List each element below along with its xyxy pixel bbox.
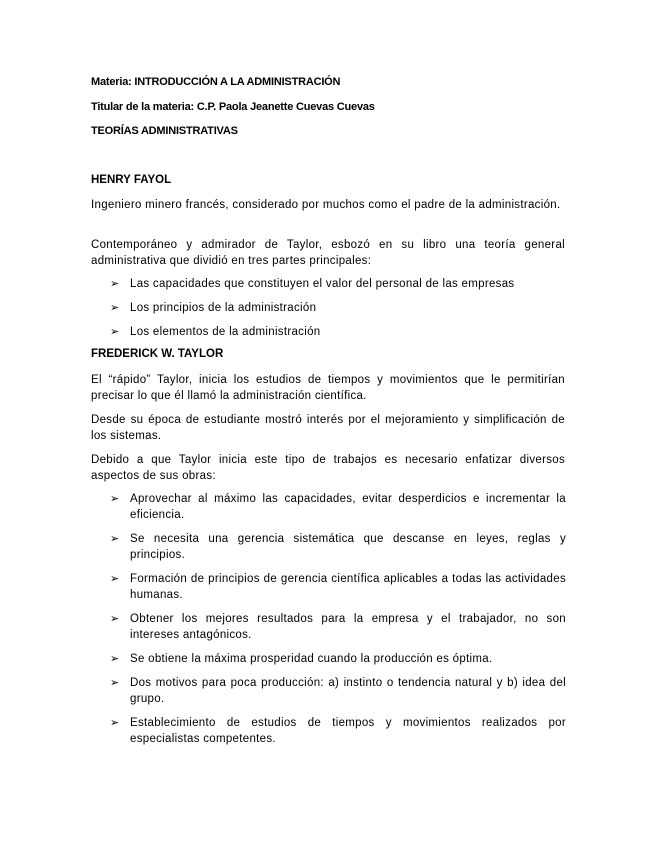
list-item: ➢ Dos motivos para poca producción: a) instinto o tendencia natural y b) idea del grupo.	[110, 677, 566, 705]
arrow-bullet-icon: ➢	[110, 533, 120, 545]
section-title-fayol: HENRY FAYOL	[91, 174, 172, 186]
list-item: ➢ Formación de principios de gerencia científica aplicables a todas las actividades humanas.	[110, 573, 566, 601]
taylor-paragraph-1: El “rápido” Taylor, inicia los estudios de tiempos y movimientos que le permitirían precisar lo que él llamó la administración científica.	[91, 374, 565, 402]
subject-line: Materia: INTRODUCCIÓN A LA ADMINISTRACIÓN	[91, 76, 341, 88]
arrow-bullet-icon: ➢	[110, 717, 120, 729]
list-item: ➢ Se obtiene la máxima prosperidad cuando la producción es óptima.	[110, 653, 493, 665]
list-item: ➢ Los elementos de la administración	[110, 326, 321, 338]
list-item: ➢ Los principios de la administración	[110, 302, 317, 314]
taylor-paragraph-3: Debido a que Taylor inicia este tipo de trabajos es necesario enfatizar diversos aspectos de sus obras:	[91, 454, 565, 482]
fayol-paragraph-2: Contemporáneo y admirador de Taylor, esbozó en su libro una teoría general administrativa que dividió en tres partes principales:	[91, 239, 565, 267]
list-item: ➢ Las capacidades que constituyen el valor del personal de las empresas	[110, 278, 515, 290]
list-item: ➢ Obtener los mejores resultados para la empresa y el trabajador, no son intereses antagónicos.	[110, 613, 566, 641]
arrow-bullet-icon: ➢	[110, 493, 120, 505]
arrow-bullet-icon: ➢	[110, 302, 120, 314]
arrow-bullet-icon: ➢	[110, 653, 120, 665]
arrow-bullet-icon: ➢	[110, 613, 120, 625]
list-item: ➢ Aprovechar al máximo las capacidades, evitar desperdicios e incrementar la eficiencia.	[110, 493, 566, 521]
section-title-taylor: FREDERICK W. TAYLOR	[91, 348, 224, 360]
arrow-bullet-icon: ➢	[110, 573, 120, 585]
arrow-bullet-icon: ➢	[110, 278, 120, 290]
taylor-paragraph-2: Desde su época de estudiante mostró interés por el mejoramiento y simplificación de los sistemas.	[91, 414, 565, 442]
instructor-line: Titular de la materia: C.P. Paola Jeanette Cuevas Cuevas	[91, 101, 375, 113]
arrow-bullet-icon: ➢	[110, 326, 120, 338]
topic-line: TEORÍAS ADMINISTRATIVAS	[91, 125, 238, 137]
arrow-bullet-icon: ➢	[110, 677, 120, 689]
fayol-paragraph-1: Ingeniero minero francés, considerado por muchos como el padre de la administración.	[91, 199, 561, 211]
list-item: ➢ Establecimiento de estudios de tiempos y movimientos realizados por especialistas competentes.	[110, 717, 566, 745]
list-item: ➢ Se necesita una gerencia sistemática que descanse en leyes, reglas y principios.	[110, 533, 566, 561]
